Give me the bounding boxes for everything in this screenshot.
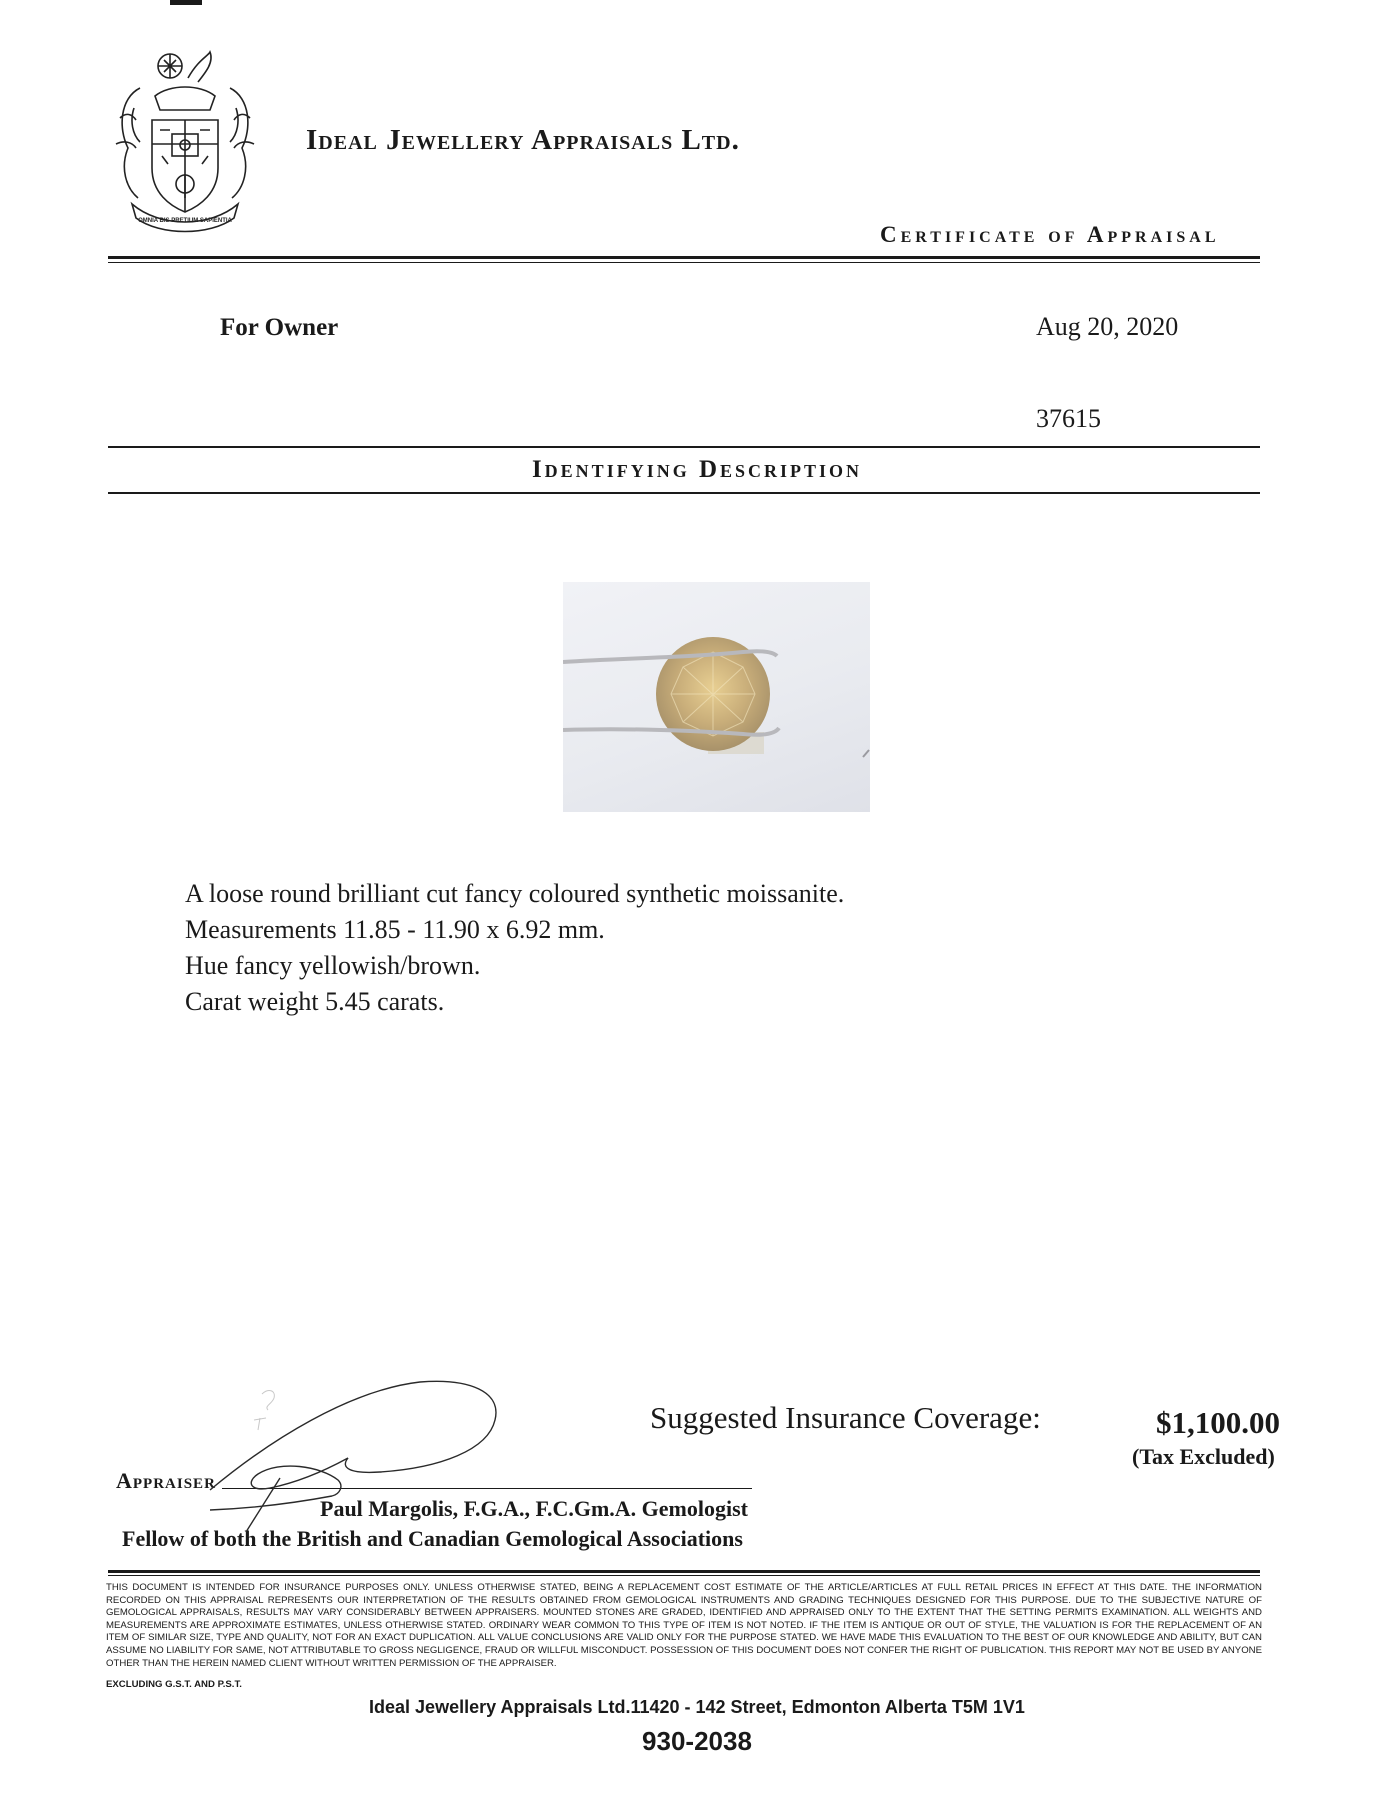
crest-motto: OMNIA BIS PRETIUM SAPIENTIA: [138, 218, 232, 224]
gemstone-photo: [563, 582, 870, 812]
description-line: Hue fancy yellowish/brown.: [185, 951, 481, 980]
description-block: [185, 876, 844, 1020]
company-name: Ideal Jewellery Appraisals Ltd.: [306, 124, 740, 156]
disclaimer-rule-thin: [108, 1575, 1260, 1576]
description-line: Carat weight 5.45 carats.: [185, 987, 445, 1016]
appraiser-fellowship: Fellow of both the British and Canadian Gemological Associations: [122, 1526, 743, 1551]
disclaimer-rule: [108, 1570, 1260, 1573]
header-rule-thin: [108, 262, 1260, 263]
corner-mark: [170, 0, 202, 5]
appraiser-name: Paul Margolis, F.G.A., F.C.Gm.A. Gemologist: [320, 1496, 748, 1521]
disclaimer-text: THIS DOCUMENT IS INTENDED FOR INSURANCE PURPOSES ONLY. UNLESS OTHERWISE STATED, BEING A REPLACEMENT COST ESTIMATE OF THE ARTICLE/ARTICLES AT FULL RETAIL PRICES IN EFFECT AT THIS DATE. THE INFORMATION RECORDED ON THIS APPRAISAL REPRESENTS OUR INTERPRETATION OF THE RESULTS OBTAINED FROM GEMOLOGICAL INSTRUMENTS AND GRADING TECHNIQUES DESIGNED FOR THIS PURPOSE. DUE TO THE SUBJECTIVE NATURE OF GEMOLOGICAL APPRAISALS, RESULTS MAY VARY CONSIDERABLY BETWEEN APPRAISERS. MOUNTED STONES ARE GRADED, IDENTIFIED AND APPRAISED ONLY TO THE EXTENT THAT THE SETTING PERMITS EXAMINATION. ALL WEIGHTS AND MEASUREMENTS ARE APPROXIMATE ESTIMATES, UNLESS OTHERWISE STATED. ORDINARY WEAR COMMON TO THIS TYPE OF ITEM IS NOT NOTED. IF THE ITEM IS ANTIQUE OR OUT OF STYLE, THE VALUATION IS FOR THE REPLACEMENT OF AN ITEM OF SIMILAR SIZE, TYPE AND QUALITY, NOT FOR AN EXACT DUPLICATION. ALL VALUE CONCLUSIONS ARE VALID ONLY FOR THE PURPOSE STATED. WE HAVE MADE THIS EVALUATION TO THE BEST OF OUR KNOWLEDGE AND ABILITY, BUT CAN ASSUME NO LIABILITY FOR SAME, NOT ATTRIBUTABLE TO GROSS NEGLIGENCE, FRAUD OR WILLFUL MISCONDUCT. POSSESSION OF THIS DOCUMENT DOES NOT CONFER THE RIGHT OF PUBLICATION. THIS REPORT MAY NOT BE USED BY ANYONE OTHER THAN THE HEREIN NAMED CLIENT WITHOUT WRITTEN PERMISSION OF THE APPRAISER.: [106, 1582, 1262, 1669]
header-rule: [108, 256, 1260, 259]
certificate-title: Certificate of Appraisal: [880, 222, 1220, 247]
client-label: For Owner: [220, 314, 339, 341]
section-rule-bottom: [108, 492, 1260, 494]
insurance-value: $1,100.00: [1156, 1405, 1280, 1440]
section-title: Identifying Description: [531, 456, 863, 483]
footer-address: Ideal Jewellery Appraisals Ltd.11420 - 142 Street, Edmonton Alberta T5M 1V1: [369, 1697, 1025, 1717]
description-line: A loose round brilliant cut fancy coloured synthetic moissanite.: [185, 879, 845, 908]
insurance-note: (Tax Excluded): [1132, 1444, 1275, 1469]
certificate-number: 37615: [1036, 404, 1101, 433]
coat-of-arms-logo: [110, 48, 260, 240]
footer-phone: 930-2038: [642, 1726, 752, 1756]
disclaimer-tax-note: EXCLUDING G.S.T. AND P.S.T.: [106, 1679, 242, 1690]
section-rule-top: [108, 446, 1260, 448]
description-line: Measurements 11.85 - 11.90 x 6.92 mm.: [185, 915, 605, 944]
insurance-label: Suggested Insurance Coverage:: [650, 1400, 1041, 1435]
handwritten-signature: [150, 1370, 510, 1540]
appraiser-label: Appraiser: [116, 1468, 216, 1493]
appraisal-date: Aug 20, 2020: [1036, 312, 1179, 341]
